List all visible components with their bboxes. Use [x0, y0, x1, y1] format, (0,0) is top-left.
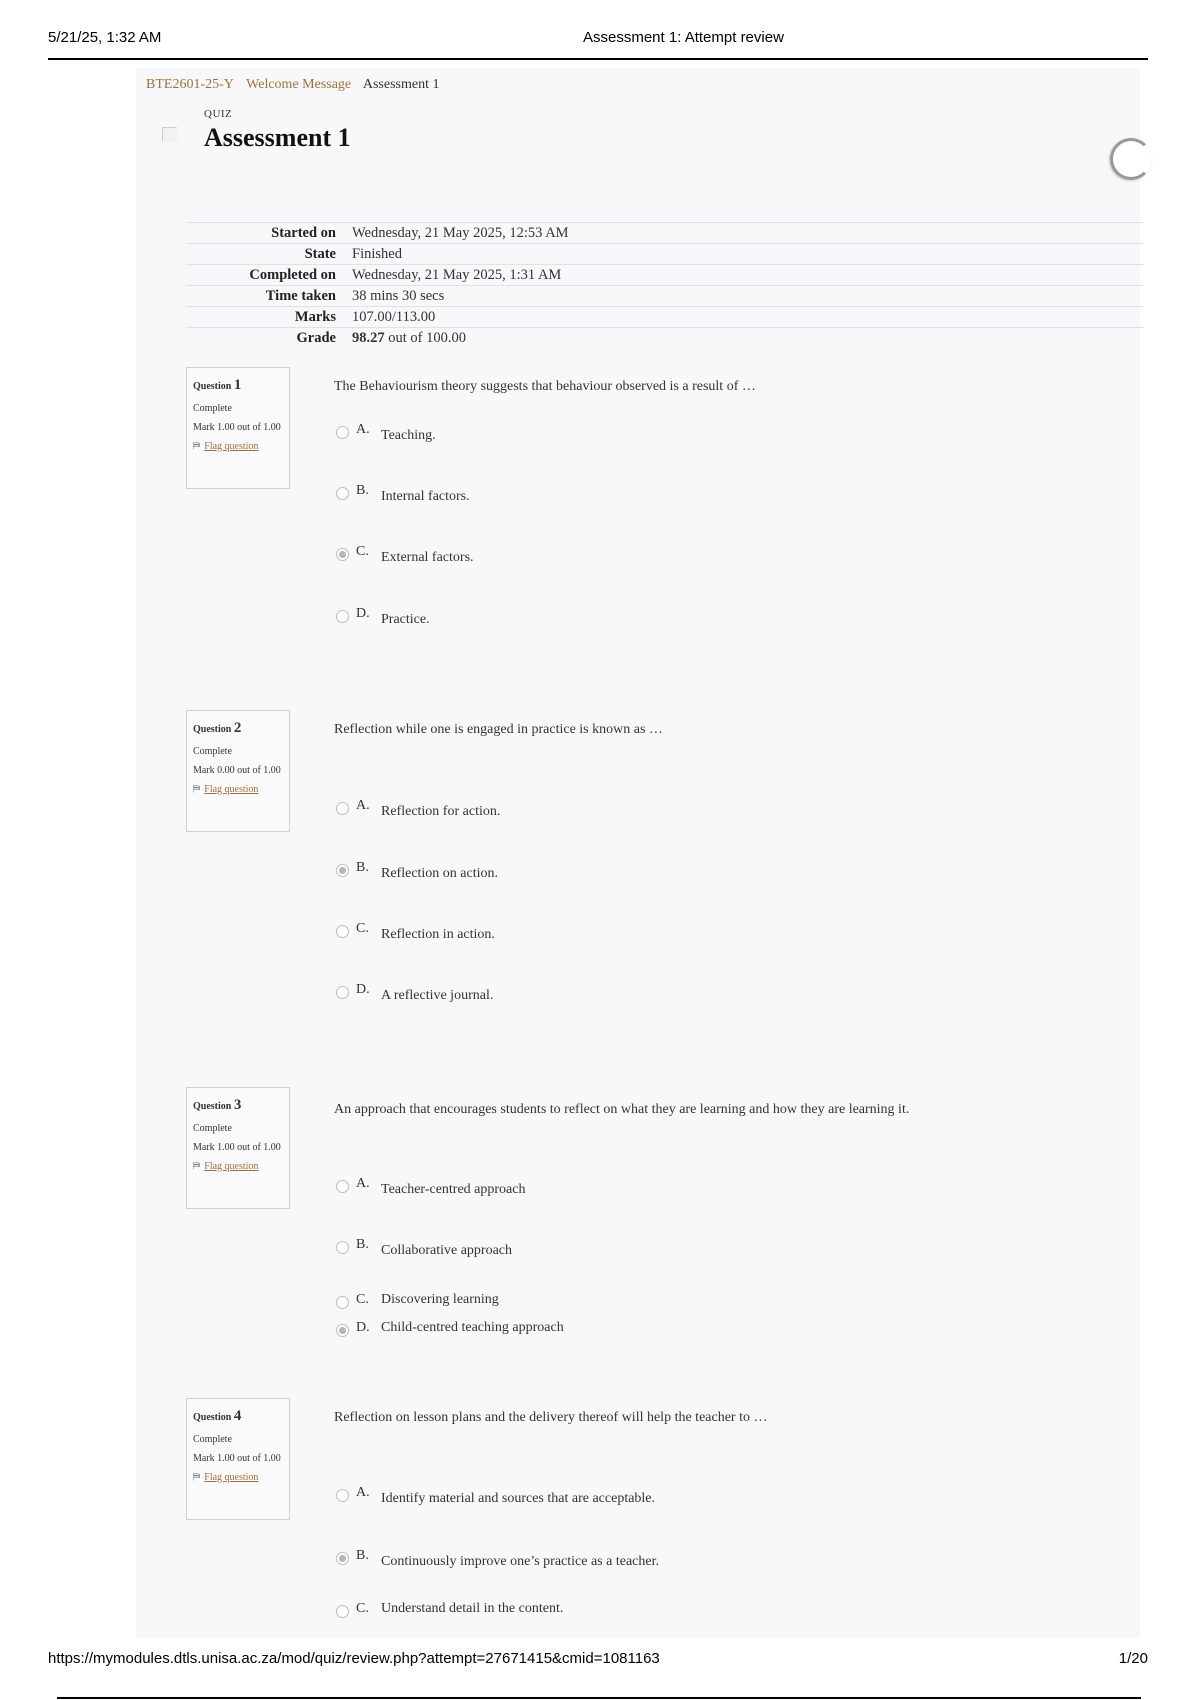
radio-button[interactable] — [336, 925, 349, 938]
radio-button-checked[interactable] — [336, 864, 349, 877]
summary-label: State — [304, 245, 336, 262]
radio-button[interactable] — [336, 986, 349, 999]
breadcrumb — [146, 77, 440, 93]
summary-label: Marks — [294, 308, 336, 325]
flag-question[interactable] — [193, 1471, 283, 1484]
loading-spinner-icon — [1110, 138, 1152, 180]
radio-button[interactable] — [336, 1241, 349, 1254]
summary-label: Completed on — [249, 266, 336, 283]
question-number: Question 3 — [193, 1097, 242, 1113]
radio-button[interactable] — [336, 1605, 349, 1618]
question-grade: Mark 0.00 out of 1.00 — [193, 764, 281, 776]
summary-value: Finished — [352, 245, 402, 262]
flag-question[interactable] — [193, 1160, 283, 1173]
summary-row-time-taken — [186, 286, 1144, 307]
question-state: Complete — [193, 745, 232, 757]
question-number: Question 4 — [193, 1408, 242, 1424]
footer-divider — [57, 1697, 1141, 1699]
summary-value — [352, 328, 1144, 349]
summary-row-completed — [186, 265, 1144, 286]
question-info-box — [186, 1398, 290, 1520]
radio-button-checked[interactable] — [336, 1324, 349, 1337]
flag-question-link[interactable]: Flag question — [204, 1160, 259, 1172]
flag-icon: ⛿ — [193, 783, 201, 795]
print-date: 5/21/25, 1:32 AM — [48, 29, 162, 46]
summary-label: Grade — [296, 329, 336, 346]
question-number: Question 2 — [193, 720, 242, 736]
page-url: https://mymodules.dtls.unisa.ac.za/mod/quiz/review.php?attempt=27671415&cmid=1081163 — [48, 1650, 660, 1667]
summary-value: 38 mins 30 secs — [352, 287, 445, 304]
activity-type-label: QUIZ — [204, 108, 233, 120]
radio-button[interactable] — [336, 487, 349, 500]
flag-question[interactable] — [193, 783, 283, 796]
radio-button[interactable] — [336, 802, 349, 815]
flag-icon: ⛿ — [193, 440, 201, 452]
radio-button[interactable] — [336, 1296, 349, 1309]
question-text: Reflection on lesson plans and the delivery thereof will help the teacher to … — [334, 1410, 768, 1425]
breadcrumb-course-link[interactable]: BTE2601-25-Y — [146, 77, 234, 92]
flag-question-link[interactable]: Flag question — [204, 783, 259, 795]
summary-row-started — [186, 223, 1144, 244]
grade-score: 98.27 — [352, 329, 385, 346]
flag-icon: ⛿ — [193, 1471, 201, 1483]
breadcrumb-section-link[interactable]: Welcome Message — [246, 77, 352, 92]
radio-button-checked[interactable] — [336, 548, 349, 561]
question-number: Question 1 — [193, 377, 242, 393]
radio-button[interactable] — [336, 426, 349, 439]
question-text: The Behaviourism theory suggests that behaviour observed is a result of … — [334, 379, 756, 394]
summary-label: Time taken — [265, 287, 336, 304]
summary-value: 107.00/113.00 — [352, 308, 436, 325]
question-text: Reflection while one is engaged in practice is known as … — [334, 722, 663, 737]
print-page-title: Assessment 1: Attempt review — [583, 29, 784, 46]
summary-value: Wednesday, 21 May 2025, 12:53 AM — [352, 224, 569, 241]
question-grade: Mark 1.00 out of 1.00 — [193, 1141, 281, 1153]
summary-row-marks — [186, 307, 1144, 328]
question-state: Complete — [193, 402, 232, 414]
flag-icon: ⛿ — [193, 1160, 201, 1172]
flag-question-link[interactable]: Flag question — [204, 440, 259, 452]
radio-button-checked[interactable] — [336, 1552, 349, 1565]
summary-label: Started on — [271, 224, 336, 241]
question-info-box — [186, 367, 290, 489]
question-grade: Mark 1.00 out of 1.00 — [193, 421, 281, 433]
page-title: Assessment 1 — [204, 123, 351, 152]
summary-row-state — [186, 244, 1144, 265]
summary-value: Wednesday, 21 May 2025, 1:31 AM — [352, 266, 562, 283]
radio-button[interactable] — [336, 1489, 349, 1502]
summary-row-grade — [186, 328, 1144, 349]
grade-out-of: out of 100.00 — [384, 329, 466, 346]
breadcrumb-current: Assessment 1 — [362, 77, 440, 92]
quiz-icon — [162, 127, 177, 142]
question-state: Complete — [193, 1122, 232, 1134]
question-state: Complete — [193, 1433, 232, 1445]
flag-question-link[interactable]: Flag question — [204, 1471, 259, 1483]
question-text: An approach that encourages students to reflect on what they are learning and how they are learning it. — [334, 1102, 910, 1117]
radio-button[interactable] — [336, 610, 349, 623]
page-number: 1/20 — [1118, 1650, 1148, 1667]
page-content: BTE2601-25-Y Welcome Message Assessment 1 QUIZ Assessment 1 Started on Wednesday, 21 May 2025, 12:53 AM State Finished Completed on Wednesday, 21 May 2025, 1:31 AM Time taken 38 mins 30 secs Marks 107.00/113.00 Grade 98.27 out of 100.00 Question 1 Complete Mark 1.00 out of 1.00 ⛿ Flag question The Behaviourism theory suggests that behaviour observed is a result of … A. Teaching. B. Internal factors. C. External factors. D. Practice. Question 2 Complete Mark 0.00 out of 1.00 ⛿ Flag question Reflection while one is engaged in practice is known as … A. Reflection for action. B. Reflection on action. C. Reflection in action. D. A reflective journal. Question 3 Complete Mark 1.00 out of 1.00 ⛿ Flag question An approach that encourages students to reflect on what they are learning and how they are learning it. A. Teacher-centred approach B. Collaborative approach C. Discovering learning D. Child-centred teaching approach Question 4 Complete Mark 1.00 out of 1.00 ⛿ Flag question Reflection on lesson plans and the delivery thereof will help the teacher to … A. Identify material and sources that are acceptable. B. Continuously improve one’s practice as a teacher. C. Understand detail in the content. — [136, 68, 1140, 1638]
print-header — [48, 28, 1148, 60]
question-info-box — [186, 710, 290, 832]
flag-question[interactable] — [193, 440, 283, 453]
attempt-summary-table — [186, 222, 1144, 349]
question-grade: Mark 1.00 out of 1.00 — [193, 1452, 281, 1464]
question-info-box — [186, 1087, 290, 1209]
radio-button[interactable] — [336, 1180, 349, 1193]
